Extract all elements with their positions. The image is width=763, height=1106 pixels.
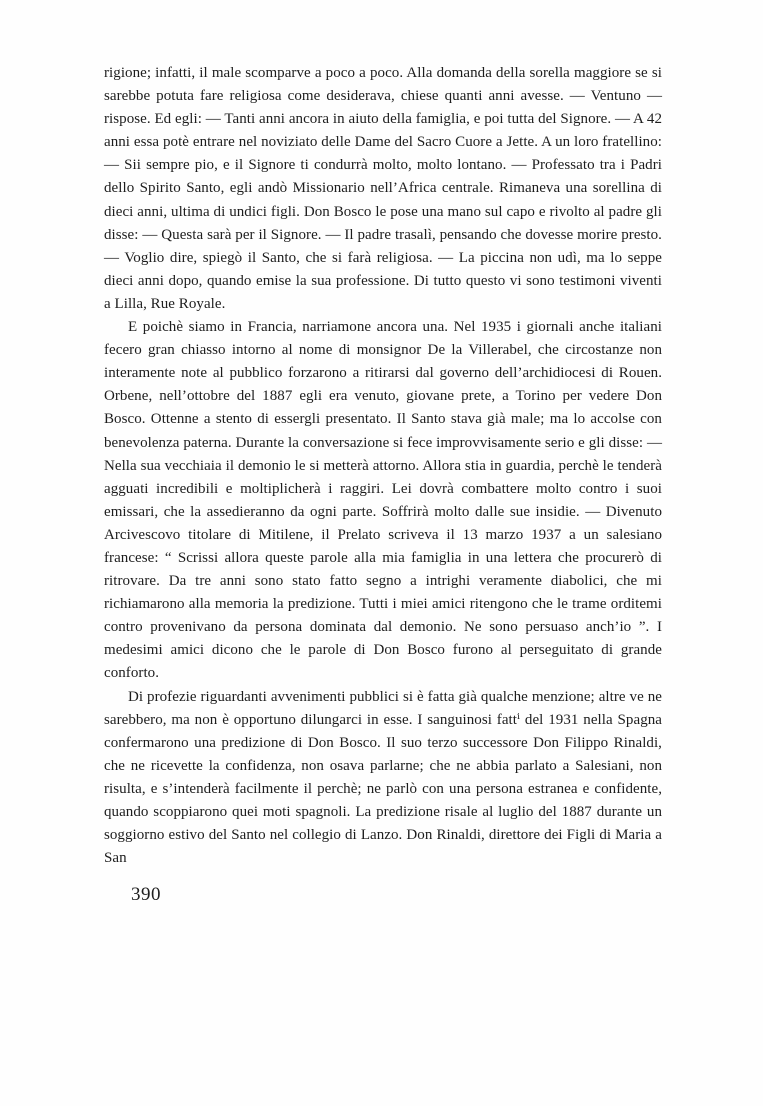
page-text-block [104, 62, 662, 907]
paragraph-continuation: rigione; infatti, il male scomparve a poco a poco. Alla domanda della sorella maggiore se si sarebbe potuta fare religiosa come desiderava, chiese quanti anni avesse. — Ventuno — rispose. Ed egli: — Tanti anni ancora in aiuto della famiglia, e poi tutta del Signore. — A 42 anni essa potè entrare nel noviziato delle Dame del Sacro Cuore a Jette. A un loro fratellino: — Sii sempre pio, e il Signore ti condurrà molto, molto lontano. — Professato tra i Padri dello Spirito Santo, egli andò Missionario nell’Africa centrale. Rimaneva una sorellina di dieci anni, ultima di undici figli. Don Bosco le pose una mano sul capo e rivolto al padre gli disse: — Questa sarà per il Signore. — Il padre trasalì, pensando che dovesse morire presto. — Voglio dire, spiegò il Santo, che si farà religiosa. — La piccina non udì, ma lo seppe dieci anni dopo, quando emise la sua professione. Di tutto questo vi sono testimoni viventi a Lilla, Rue Royale. [104, 65, 662, 312]
paragraph: E poichè siamo in Francia, narriamone ancora una. Nel 1935 i giornali anche italiani fecero gran chiasso intorno al nome di monsignor De la Villerabel, che circostanze non interamente note al pubblico forzarono a ritirarsi dal governo dell’archidiocesi di Rouen. Orbene, nell’ottobre del 1887 egli era venuto, giovane prete, a Torino per vedere Don Bosco. Ottenne a stento di essergli presentato. Il Santo stava già male; ma lo accolse con benevolenza paterna. Durante la conversazione si fece improvvisamente serio e gli disse: — Nella sua vecchiaia il demonio le si metterà attorno. Allora stia in guardia, perchè le tenderà agguati incredibili e moltiplicherà i raggiri. Lei dovrà combattere molto contro i suoi emissari, che la assedieranno da ogni parte. Soffrirà molto dalle sue insidie. — Divenuto Arcivescovo titolare di Mitilene, il Prelato scriveva il 13 marzo 1937 a un salesiano francese: “ Scrissi allora queste parole alla mia famiglia in una lettera che procurerò di ritrovare. Da tre anni sono stato fatto segno a intrighi veramente diabolici, che mi richiamarono alla memoria la predizione. Tutti i miei amici ritengono che le trame orditemi contro provenivano da persona dominata dal demonio. Ne sono persuaso anch’io ”. I medesimi amici dicono che le parole di Don Bosco furono al perseguitato di grande conforto. [104, 319, 662, 682]
paragraph: Di profezie riguardanti avvenimenti pubblici si è fatta già qualche menzione; altre ve ne sarebbero, ma non è opportuno dilungarci in esse. I sanguinosi fattⁱ del 1931 nella Spagna confermarono una predizione di Don Bosco. Il suo terzo successore Don Filippo Rinaldi, che ne ricevette la confidenza, non osava parlarne; che ne abbia parlato a Salesiani, non risulta, e s’intenderà facilmente il perchè; ne parlò con una persona estranea e confidente, quando scoppiarono quei moti spagnoli. La predizione risale al luglio del 1887 durante un soggiorno estivo del Santo nel collegio di Lanzo. Don Rinaldi, direttore dei Figli di Maria a San [104, 688, 662, 867]
page-number: 390 [131, 884, 161, 906]
